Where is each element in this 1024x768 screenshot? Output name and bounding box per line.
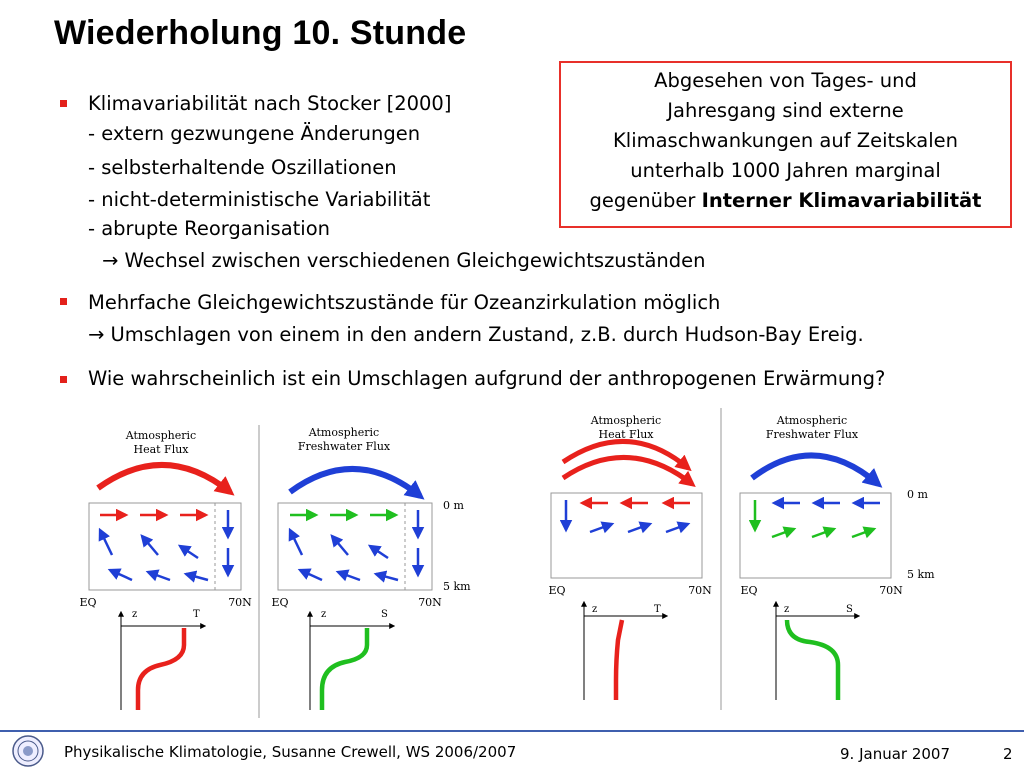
panel1-70n: 70N — [228, 596, 252, 609]
bullet-3-line-1: Wie wahrscheinlich ist ein Umschlagen aufgrund der anthropogenen Erwärmung? — [88, 367, 886, 390]
panel-freshwater-on — [271, 426, 471, 710]
callout-line-5-prefix: gegenüber — [589, 189, 696, 212]
panel3-label-2: Heat Flux — [598, 428, 654, 441]
panel2-s: S — [381, 609, 388, 620]
heat-flux-arrow — [98, 465, 230, 492]
bullet-1-line-6: → Wechsel zwischen verschiedenen Gleichgewichtszuständen — [102, 249, 706, 272]
panel2-label-2: Freshwater Flux — [297, 440, 391, 453]
panel-heat-on — [79, 429, 252, 710]
bullet-1-line-1: Klimavariabilität nach Stocker [2000] — [88, 92, 452, 115]
salinity-profile — [322, 628, 367, 710]
callout-line-2: Jahresgang sind externe — [667, 99, 904, 122]
panel4-label-2: Freshwater Flux — [765, 428, 859, 441]
bullet-1-line-2: - extern gezwungene Änderungen — [88, 122, 421, 145]
panel1-label-1: Atmospheric — [125, 429, 197, 442]
bullet-marker-3 — [60, 376, 67, 383]
panel2-label-1: Atmospheric — [308, 426, 380, 439]
panel2-70n: 70N — [418, 596, 442, 609]
panel2-depth-bottom: 5 km — [443, 580, 471, 593]
university-seal-icon — [12, 735, 44, 767]
panel3-eq: EQ — [548, 584, 566, 597]
heat-flux-arrow-upper — [563, 441, 688, 468]
bullet-1-line-3: - selbsterhaltende Oszillationen — [88, 156, 397, 179]
bullet-1-line-4: - nicht-deterministische Variabilität — [88, 188, 431, 211]
panel4-70n: 70N — [879, 584, 903, 597]
panel4-s: S — [846, 604, 853, 615]
panel3-70n: 70N — [688, 584, 712, 597]
temperature-profile — [138, 628, 184, 710]
slide-title: Wiederholung 10. Stunde — [54, 14, 467, 52]
bullet-marker-1 — [60, 100, 67, 107]
heat-flux-arrow-lower — [563, 457, 692, 484]
panel4-label-1: Atmospheric — [776, 414, 848, 427]
bullet-marker-2 — [60, 298, 67, 305]
bullet-1-line-5: - abrupte Reorganisation — [88, 217, 330, 240]
freshwater-flux-arrow — [290, 469, 420, 496]
panel2-depth-top: 0 m — [443, 499, 464, 512]
callout-line-5 — [561, 186, 1010, 216]
panel3-label-1: Atmospheric — [590, 414, 662, 427]
callout-line-5-bold: Interner Klimavariabilität — [701, 189, 982, 212]
panel-freshwater-off — [740, 414, 935, 700]
panel4-eq: EQ — [740, 584, 758, 597]
footer-course: Physikalische Klimatologie, Susanne Crewell, WS 2006/2007 — [64, 743, 517, 761]
panel4-depth-top: 0 m — [907, 488, 928, 501]
callout-line-4: unterhalb 1000 Jahren marginal — [630, 159, 941, 182]
page-number: 2 — [1003, 745, 1013, 763]
panel1-z: z — [132, 609, 138, 620]
panel4-z: z — [784, 604, 790, 615]
salinity-profile — [787, 620, 838, 700]
panel1-label-2: Heat Flux — [133, 443, 189, 456]
panel3-z: z — [592, 604, 598, 615]
panel1-t: T — [193, 609, 200, 620]
panel2-eq: EQ — [271, 596, 289, 609]
footer-divider — [0, 730, 1024, 732]
bullet-2-line-1: Mehrfache Gleichgewichtszustände für Ozeanzirkulation möglich — [88, 291, 721, 314]
freshwater-flux-arrow — [752, 455, 878, 484]
callout-line-3: Klimaschwankungen auf Zeitskalen — [612, 129, 959, 152]
panel-heat-off — [548, 414, 712, 700]
callout-box — [559, 61, 1012, 228]
ocean-box — [551, 493, 702, 578]
ocean-circulation-figures — [0, 400, 1024, 725]
panel4-depth-bottom: 5 km — [907, 568, 935, 581]
panel3-t: T — [654, 604, 661, 615]
callout-line-1: Abgesehen von Tages- und — [654, 69, 917, 92]
temperature-profile — [616, 620, 622, 700]
panel2-z: z — [321, 609, 327, 620]
bullet-2-line-2: → Umschlagen von einem in den andern Zustand, z.B. durch Hudson-Bay Ereig. — [88, 323, 864, 346]
footer-date: 9. Januar 2007 — [840, 745, 951, 763]
panel1-eq: EQ — [79, 596, 97, 609]
